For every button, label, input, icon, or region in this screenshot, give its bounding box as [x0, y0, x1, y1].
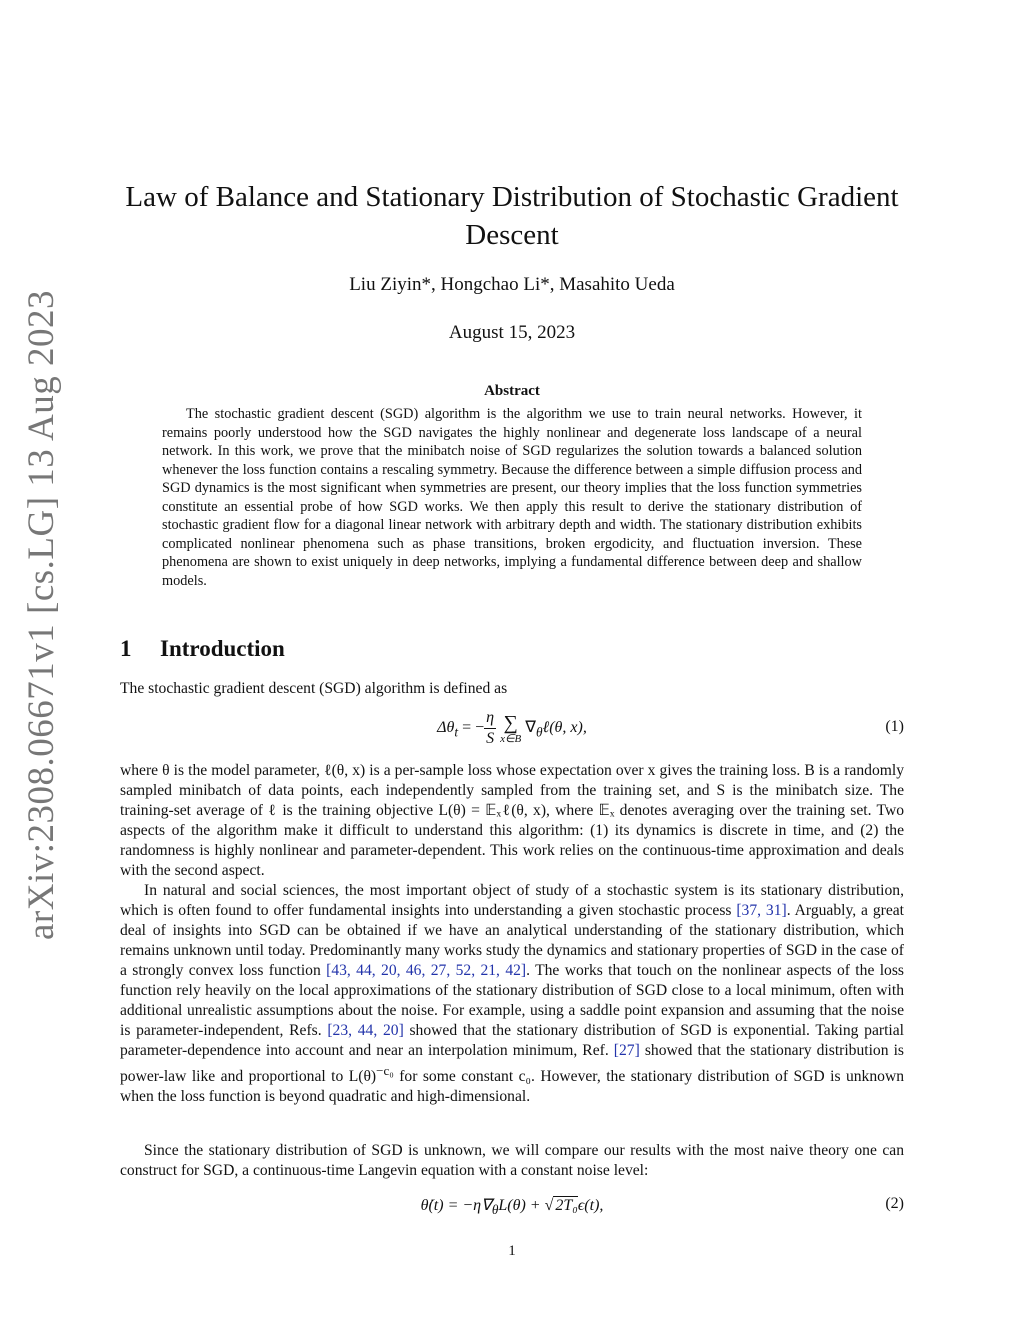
- eq2-lhs: θ̇(t) = −η∇: [420, 1197, 492, 1214]
- eq1-nabla: ∇: [525, 719, 536, 737]
- eq2-mid: L(θ) + √: [498, 1197, 554, 1214]
- intro-line: The stochastic gradient descent (SGD) algorithm is defined as: [120, 680, 508, 697]
- arxiv-identifier: arXiv:2308.06671v1 [cs.LG] 13 Aug 2023: [21, 290, 62, 940]
- paragraph-1: where θ is the model parameter, ℓ(θ, x) is a per-sample loss whose expectation over x gives the training loss. B is a randomly sampled minibatch of data points, each independently sampled from the training set, and S is the minibatch size. The training-set average of ℓ is the training objective L(θ) = 𝔼ₓℓ(θ, x), where 𝔼ₓ denotes averaging over the training set. Two aspects of the algorithm make it difficult to understand this algorithm: (1) its dynamics is discrete in time, and (2) the randomness is highly nonlinear and parameter-dependent. This work relies on the continuous-time approximation and deals with the second aspect.: [120, 762, 904, 879]
- p2-text-f: for some constant c₀. However, the stationary distribution of SGD is unknown when the loss function is beyond quadratic and high-dimensional.: [120, 1068, 905, 1106]
- equation-2: [120, 1195, 904, 1221]
- equation-1-body: [120, 708, 904, 749]
- section-title: Introduction: [160, 636, 285, 661]
- eq1-lhs: Δθ: [437, 719, 455, 737]
- p2-text-b: . Arguably, a great deal of insights into SGD can be obtained if we have an analytical understanding of the stationary distribution, which remains unknown until today. Predominantly many works study the dynamics and stationary properties of SGD in the case of a strongly convex loss function: [120, 902, 904, 979]
- section-heading: [120, 636, 285, 662]
- sum-subscript: x∈B: [500, 732, 522, 745]
- abstract-text: The stochastic gradient descent (SGD) algorithm is the algorithm we use to train neural networks. However, it remains poorly understood how the SGD navigates the highly nonlinear and degenerate loss landscape of a neural network. In this work, we prove that the minibatch noise of SGD regularizes the solution towards a balanced solution whenever the loss function contains a rescaling symmetry. Because the difference between a simple diffusion process and SGD dynamics is the most significant when symmetries are present, our theory implies that the loss function symmetries constitute an essential probe of how SGD works. We then apply this result to derive the stationary distribution of stochastic gradient flow for a diagonal linear network with arbitrary depth and width. The stationary distribution exhibits complicated nonlinear phenomena such as phase transitions, broken ergodicity, and fluctuation inversion. These phenomena are shown to exist uniquely in deep networks, implying a fundamental difference between deep and shallow models.: [162, 406, 862, 589]
- eq1-rhs-tail: ℓ(θ, x),: [542, 719, 587, 737]
- equation-2-body: [120, 1195, 904, 1218]
- eq1-numerator: η: [484, 708, 496, 729]
- eq1-denominator: S: [486, 730, 495, 747]
- section-number: 1: [120, 636, 132, 661]
- eq2-sqrt-body: 2T₀: [555, 1197, 578, 1214]
- citation-link[interactable]: [23, 44, 20]: [327, 1022, 404, 1039]
- eq2-sub: θ: [491, 1202, 499, 1218]
- paragraph-3: Since the stationary distribution of SGD is unknown, we will compare our results with the most naive theory one can construct for SGD, a continuous-time Langevin equation with a constant noise level:: [120, 1142, 904, 1179]
- paper-date: August 15, 2023: [448, 322, 576, 343]
- citation-link[interactable]: [27]: [613, 1042, 640, 1059]
- p2-text-e: showed that the stationary distribution is power-law like and proportional to L(θ): [120, 1042, 904, 1086]
- p2-text-c: . The works that touch on the nonlinear aspects of the loss function rely heavily on the local approximations of the stationary distribution of SGD close to a local minimum, often with additional unrealistic assumptions about the noise. For example, using a saddle point expansion and assuming that the noise is parameter-independent, Refs.: [120, 962, 904, 1039]
- equation-2-tag: (2): [885, 1195, 904, 1212]
- paragraph-2: [120, 881, 904, 1107]
- paper-title: Law of Balance and Stationary Distribution of Stochastic Gradient Descent: [125, 181, 899, 251]
- equation-1-tag: (1): [885, 718, 904, 735]
- eq1-lhs-sub: t: [454, 724, 459, 740]
- p2-text-d: showed that the stationary distribution of SGD is exponential. Taking partial parameter-dependence into account and near an interpolation minimum, Ref.: [120, 1022, 904, 1059]
- author-list: Liu Ziyin*, Hongchao Li*, Masahito Ueda: [349, 274, 675, 295]
- eq1-equals: = −: [458, 719, 485, 737]
- citation-link[interactable]: [37, 31]: [736, 902, 787, 919]
- eq1-nabla-sub: θ: [535, 724, 543, 740]
- abstract-heading: Abstract: [484, 383, 540, 399]
- eq2-tail: ϵ(t),: [577, 1197, 604, 1214]
- p2-exponent: −c₀: [376, 1063, 394, 1078]
- sum-symbol: ∑: [503, 711, 518, 734]
- equation-1: [120, 708, 904, 752]
- citation-link[interactable]: [43, 44, 20, 46, 27, 52, 21, 42]: [326, 962, 527, 979]
- page-number: 1: [508, 1243, 516, 1259]
- eq1-fraction: [484, 708, 496, 749]
- p2-text-a: In natural and social sciences, the most important object of study of a stochastic system is its stationary distribution, which is often found to offer fundamental insights into understanding a given stochastic process: [120, 882, 904, 919]
- eq1-sum: [500, 713, 521, 745]
